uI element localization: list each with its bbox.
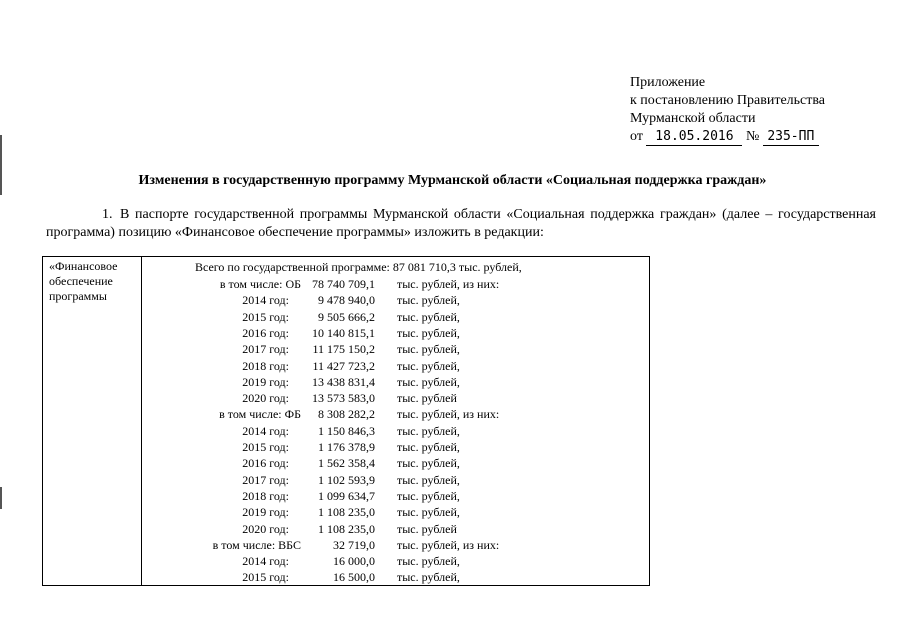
table-row (43, 326, 643, 342)
row-value: 13 438 831,4 (312, 374, 375, 389)
table-row (43, 570, 643, 586)
row-unit: тыс. рублей, из них: (397, 277, 500, 291)
table-row (43, 538, 643, 554)
row-value: 9 505 666,2 (318, 309, 375, 324)
row-value: 11 427 723,2 (312, 358, 375, 373)
document-title: Изменения в государственную программу Мурманской области «Социальная поддержка граждан» (138, 173, 767, 188)
paragraph-number: 1. (102, 207, 113, 222)
row-label: в том числе: ФБ (219, 407, 301, 422)
row-value: 1 562 358,4 (318, 456, 375, 471)
row-label: 2015 год: (242, 309, 289, 324)
row-label: 2014 год: (242, 554, 289, 569)
row-value: 11 175 150,2 (312, 342, 375, 357)
row-unit: тыс. рублей (397, 391, 457, 406)
table-row (43, 342, 643, 358)
scan-edge-mark-bottom (0, 487, 2, 509)
row-value: 1 099 634,7 (318, 488, 375, 503)
row-label: 2017 год: (242, 342, 289, 357)
row-label: в том числе: ВБС (212, 537, 301, 552)
number-prefix: № (745, 129, 760, 144)
row-value: 16 000,0 (333, 554, 375, 569)
table-row (43, 505, 643, 521)
annex-header (630, 74, 825, 146)
row-value: 8 308 282,2 (318, 407, 375, 422)
annex-date-line (630, 128, 825, 146)
table-row (43, 375, 643, 391)
table-label-cell: «Финансовое обеспечение программы (49, 259, 118, 303)
row-unit: тыс. рублей, (397, 440, 460, 454)
row-unit: тыс. рублей, (397, 488, 460, 503)
row-unit: тыс. рублей, (397, 309, 460, 324)
financing-table (42, 256, 650, 586)
table-row (43, 293, 643, 309)
row-label: 2016 год: (242, 456, 289, 471)
row-label: 2019 год: (242, 374, 289, 389)
row-value: 9 478 940,0 (318, 293, 375, 308)
row-label: 2020 год: (242, 521, 289, 536)
row-unit: тыс. рублей, (397, 554, 460, 569)
row-unit: тыс. рублей, из них: (397, 407, 500, 422)
row-value: 78 740 709,1 (312, 277, 375, 291)
table-row (43, 424, 643, 440)
row-unit: тыс. рублей, из них: (397, 537, 500, 552)
row-label: 2016 год: (242, 325, 289, 340)
row-unit: тыс. рублей, (397, 374, 460, 389)
table-row (43, 391, 643, 407)
row-unit: тыс. рублей, (397, 325, 460, 340)
row-value: 32 719,0 (333, 537, 375, 552)
annex-line-2: к постановлению Правительства (630, 93, 826, 108)
row-label: 2018 год: (242, 358, 289, 373)
row-label: 2018 год: (242, 488, 289, 503)
row-label: в том числе: ОБ (219, 277, 301, 291)
date-prefix: от (630, 129, 643, 144)
row-unit: тыс. рублей, (397, 423, 460, 438)
row-value: 16 500,0 (333, 570, 375, 585)
row-unit: тыс. рублей, (397, 456, 460, 471)
row-label: 2015 год: (242, 570, 289, 585)
row-unit: тыс. рублей, (397, 570, 460, 585)
annex-date: 18.05.2016 (646, 129, 742, 146)
row-value: 1 108 235,0 (318, 521, 375, 536)
row-value: 1 108 235,0 (318, 505, 375, 520)
table-row (43, 277, 643, 293)
row-unit: тыс. рублей (397, 521, 457, 536)
table-row (43, 473, 643, 489)
row-label: 2019 год: (242, 505, 289, 520)
annex-line-3: Мурманской области (630, 111, 756, 126)
row-label: 2015 год: (242, 440, 289, 454)
table-row (43, 489, 643, 505)
table-row (43, 522, 643, 538)
row-unit: тыс. рублей, (397, 505, 460, 520)
paragraph-1 (46, 206, 876, 242)
paragraph-text: В паспорте государственной программы Мурманской области «Социальная поддержка граждан» (далее – государственная программа) позицию «Финансовое обеспечение программы» изложить в редакции: (46, 207, 876, 240)
row-label: 2017 год: (242, 472, 289, 487)
annex-line-1: Приложение (630, 75, 706, 90)
row-value: 1 150 846,3 (318, 423, 375, 438)
row-label: 2014 год: (242, 293, 289, 308)
row-value: 1 102 593,9 (318, 472, 375, 487)
table-row (43, 440, 643, 456)
row-unit: тыс. рублей, (397, 293, 460, 308)
row-label: 2020 год: (242, 391, 289, 406)
row-unit: тыс. рублей, (397, 342, 460, 357)
row-label: 2014 год: (242, 423, 289, 438)
table-row (43, 554, 643, 570)
table-total: Всего по государственной программе: 87 081 710,3 тыс. рублей, (195, 260, 522, 274)
table-row (43, 310, 643, 326)
row-unit: тыс. рублей, (397, 358, 460, 373)
table-row (43, 359, 643, 375)
row-unit: тыс. рублей, (397, 472, 460, 487)
row-value: 10 140 815,1 (312, 325, 375, 340)
table-row (43, 456, 643, 472)
row-value: 1 176 378,9 (318, 440, 375, 454)
row-value: 13 573 583,0 (312, 391, 375, 406)
annex-number: 235-ПП (763, 129, 819, 146)
table-row (43, 407, 643, 423)
